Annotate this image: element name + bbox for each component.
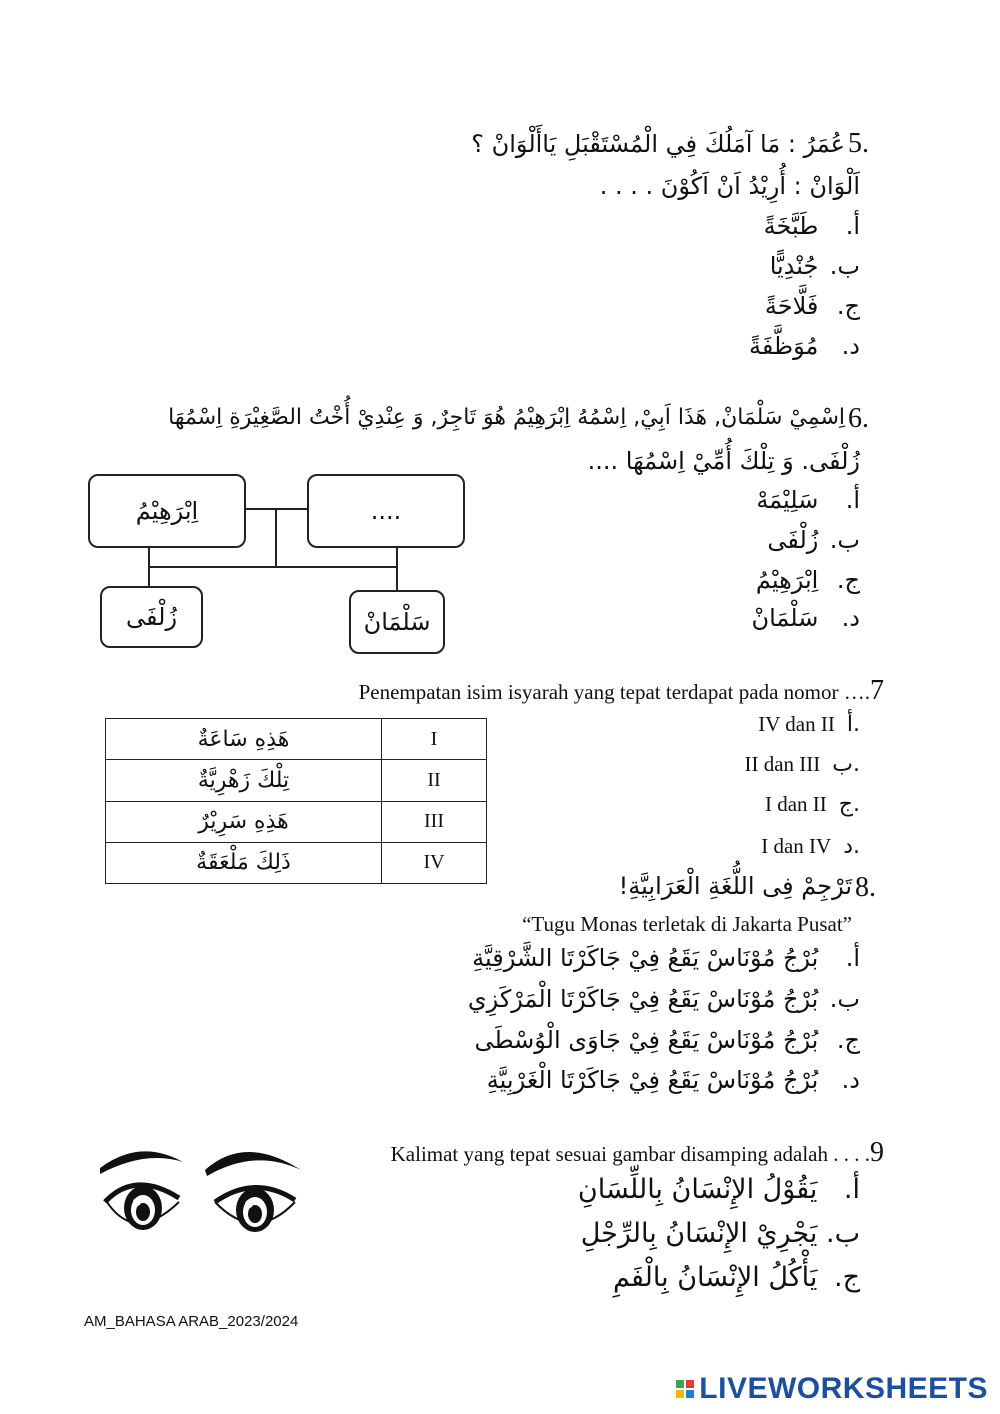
option-text: طَبَّخَةً — [763, 212, 819, 240]
q7-option-b[interactable] — [744, 752, 860, 777]
option-letter: ب. — [825, 1218, 860, 1249]
option-text: I dan II — [764, 792, 827, 816]
q6-option-c[interactable] — [756, 566, 860, 594]
table-cell-number: I — [382, 719, 487, 760]
option-letter: ج. — [836, 1026, 860, 1054]
option-letter: د. — [841, 604, 860, 632]
eyes-illustration — [95, 1140, 307, 1255]
option-text: جُنْدِيًّا — [769, 252, 819, 280]
liveworksheets-brand[interactable] — [676, 1372, 988, 1406]
q8-option-a[interactable] — [472, 944, 860, 972]
option-text: اِبْرَهِيْمُ — [755, 566, 819, 594]
option-text: سَلِيْمَهْ — [756, 486, 819, 514]
q7-question: Penempatan isim isyarah yang tepat terdapat pada nomor ….7 — [358, 675, 884, 706]
table-cell-number: IV — [382, 842, 487, 883]
table-cell-arabic: ذَلِكَ مَلْعَقَةٌ — [106, 842, 382, 883]
table-cell-arabic: تِلْكَ زَهْرِيَّةٌ — [106, 760, 382, 801]
option-text: II dan III — [744, 752, 821, 776]
q6-line2: زُلْفَى. وَ تِلْكَ أُمِّيْ اِسْمُهَا .... — [587, 447, 860, 475]
q5-option-b[interactable] — [770, 252, 860, 280]
q6-option-b[interactable] — [767, 526, 860, 554]
table-row — [106, 801, 487, 842]
tree-line — [275, 508, 277, 568]
isim-isyarah-table — [105, 718, 487, 884]
option-text: سَلْمَانْ — [751, 604, 819, 632]
q8-option-d[interactable] — [487, 1066, 860, 1094]
option-letter: د. — [841, 332, 860, 360]
tree-line — [148, 566, 398, 568]
option-letter: ج. — [836, 292, 860, 320]
table-row — [106, 760, 487, 801]
table-row — [106, 842, 487, 883]
option-letter: أ. — [843, 1174, 860, 1205]
table-cell-number: III — [382, 801, 487, 842]
q8-number: 8. — [855, 872, 876, 903]
table-cell-arabic: هَذِهِ سَرِيْرٌ — [106, 801, 382, 842]
option-letter: أ. — [845, 486, 860, 514]
option-text: IV dan II — [758, 712, 835, 736]
option-letter: ج. — [833, 1262, 860, 1293]
option-text: يَأْكُلُ الإِنْسَانُ بِالْفَمِ — [613, 1262, 818, 1293]
option-text: بُرْجُ مُوْنَاسْ يَقَعُ فِيْ جَاكَرْتَا الْمَرْكَزِي — [467, 985, 819, 1013]
q7-option-a[interactable] — [758, 712, 860, 737]
option-text: يَجْرِيْ الإِنْسَانُ بِالرِّجْلِ — [580, 1218, 818, 1249]
q6-number: 6. — [848, 403, 869, 434]
tree-line — [396, 546, 398, 590]
q8-option-c[interactable] — [474, 1026, 860, 1054]
option-letter: أ. — [845, 212, 860, 240]
q6-option-a[interactable] — [756, 486, 860, 514]
option-text: بُرْجُ مُوْنَاسْ يَقَعُ فِيْ جَاكَرْتَا الْغَرْبِيَّةِ — [486, 1066, 819, 1094]
option-letter: أ. — [846, 712, 860, 737]
liveworksheets-logo-icon — [676, 1380, 694, 1398]
option-text: مُوَظَّفَةً — [748, 332, 819, 360]
q6-option-d[interactable] — [751, 604, 860, 632]
option-letter: ج. — [836, 566, 860, 594]
option-letter: ج. — [838, 792, 860, 817]
option-letter: ب. — [829, 985, 860, 1013]
right-eye — [205, 1152, 301, 1232]
option-letter: ب. — [829, 526, 860, 554]
q5-option-a[interactable] — [764, 212, 860, 240]
tree-box-son: سَلْمَانْ — [349, 590, 445, 654]
q9-option-c[interactable] — [613, 1262, 860, 1293]
option-letter: ب. — [829, 252, 860, 280]
table-row — [106, 719, 487, 760]
table-cell-arabic: هَذِهِ سَاعَةٌ — [106, 719, 382, 760]
q7-option-c[interactable] — [765, 792, 860, 817]
q8-sentence: “Tugu Monas terletak di Jakarta Pusat” — [522, 912, 852, 936]
option-text: فَلَّاحَةً — [764, 292, 819, 320]
q9-option-a[interactable] — [578, 1174, 860, 1205]
tree-line — [148, 546, 150, 586]
option-letter: د. — [843, 834, 860, 859]
q5-option-c[interactable] — [765, 292, 860, 320]
q5-line1: عُمَرُ : مَا آمَلُكَ فِي الْمُسْتَقْبَلِ يَاأَلْوَانْ ؟ — [471, 130, 845, 158]
q6-line1: اِسْمِيْ سَلْمَانْ, هَذَا اَبِيْ, اِسْمُهُ اِبْرَهِيْمُ هُوَ تَاجِرٌ, وَ عِنْدِيْ أُخْتُ الصَّغِيْرَةِ اِسْمُهَا — [168, 405, 845, 430]
tree-box-daughter: زُلْفَى — [100, 586, 203, 648]
q9-question-text: Kalimat yang tepat sesuai gambar disamping adalah . . . . — [390, 1142, 870, 1166]
option-letter: ب. — [832, 752, 860, 777]
option-text: زُلْفَى — [767, 526, 819, 554]
q7-question-text: Penempatan isim isyarah yang tepat terdapat pada nomor …. — [358, 680, 870, 704]
option-letter: أ. — [845, 944, 860, 972]
option-letter: د. — [841, 1066, 860, 1094]
q7-option-d[interactable] — [761, 834, 860, 859]
option-text: بُرْجُ مُوْنَاسْ يَقَعُ فِيْ جَاكَرْتَا الشَّرْقِيَّةِ — [472, 944, 819, 972]
q9-option-b[interactable] — [581, 1218, 860, 1249]
tree-box-father: اِبْرَهِيْمُ — [88, 474, 246, 548]
footer-label: AM_BAHASA ARAB_2023/2024 — [84, 1313, 299, 1330]
q5-option-d[interactable] — [749, 332, 860, 360]
option-text: I dan IV — [761, 834, 832, 858]
table-cell-number: II — [382, 760, 487, 801]
q5-number: 5. — [848, 128, 869, 159]
q5-line2: اَلْوَانْ : أُرِيْدُ اَنْ اَكُوْنَ . . . . — [599, 172, 860, 200]
brand-name: LIVEWORKSHEETS — [699, 1372, 988, 1405]
tree-box-mother: .... — [307, 474, 465, 548]
q8-option-b[interactable] — [468, 985, 860, 1013]
left-eye — [100, 1151, 183, 1230]
option-text: يَقُوْلُ الإِنْسَانُ بِاللِّسَانِ — [577, 1174, 818, 1205]
option-text: بُرْجُ مُوْنَاسْ يَقَعُ فِيْ جَاوَى الْوُسْطَى — [474, 1026, 819, 1054]
q9-question: Kalimat yang tepat sesuai gambar disamping adalah . . . .9 — [390, 1137, 884, 1168]
q8-title: تَرْجِمْ فِى اللُّغَةِ الْعَرَابِيَّةِ! — [618, 872, 852, 900]
